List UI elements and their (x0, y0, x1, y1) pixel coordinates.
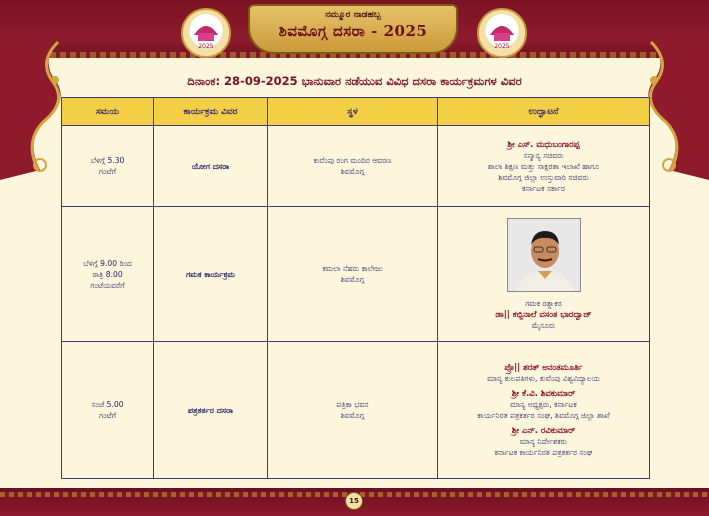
person-portrait-icon (508, 219, 581, 292)
logo-year: 2025 (198, 43, 214, 50)
venue-line: ಶಿವಮೊಗ್ಗ (340, 275, 365, 284)
table-row (62, 342, 650, 479)
inaugurator-title: ಮಾನ್ಯ ನಿರ್ದೇಶಕರು (519, 437, 568, 446)
inaugurator-name: ಡಾ|| ಕಬ್ಬಿನಾಲೆ ವಸಂತ ಭಾರದ್ವಾಜ್ (495, 308, 592, 319)
venue-line: ಶಿವಮೊಗ್ಗ (340, 411, 365, 420)
inauguration-cell (438, 207, 650, 342)
page-number: 15 (345, 492, 363, 510)
logo-year: 2025 (494, 43, 510, 50)
venue-line: ಕುವೆಂಪು ರಂಗ ಮಂದಿರ ಆವರಣ (313, 156, 392, 165)
inaugurator-name: ಶ್ರೀ ಎನ್. ರವಿಕುಮಾರ್ (511, 425, 576, 435)
venue-line: ಕಮಲಾ ನೆಹರು ಕಾಲೇಜು (322, 264, 383, 273)
time-line: ಬೆಳಿಗ್ಗೆ 9.00 ರಿಂದ (83, 258, 132, 268)
table-row (62, 207, 650, 342)
inaugurator-role: ಗಮಕ ರತ್ನಾಕರ (525, 298, 562, 308)
inaugurator-title: ಶಿವಮೊಗ್ಗ ಜಿಲ್ಲಾ ಉಸ್ತುವಾರಿ ಸಚಿವರು (498, 172, 589, 182)
table-row (62, 126, 650, 207)
inaugurator-photo (507, 218, 581, 292)
column-header-program: ಕಾರ್ಯಕ್ರಮ ವಿವರ (154, 98, 268, 126)
time-line: ಬೆಳಿಗ್ಗೆ 5.30 (90, 156, 125, 165)
inaugurator-title: ಸನ್ಮಾನ್ಯ ಸಚಿವರು (523, 150, 564, 160)
time-cell (62, 342, 154, 479)
time-line: ಸಂಜೆ 5.00 (91, 400, 124, 409)
inaugurator-title: ಮಾನ್ಯ ಅಧ್ಯಕ್ಷರು, ಕರ್ನಾಟಕ (510, 400, 577, 409)
dasara-logo-left-icon (181, 8, 231, 58)
venue-cell (268, 126, 438, 207)
table-header-row (62, 98, 650, 126)
page-heading: ದಿನಾಂಕ: 28-09-2025 ಭಾನುವಾರ ನಡೆಯುವ ವಿವಿಧ ದಸರಾ ಕಾರ್ಯಕ್ರಮಗಳ ವಿವರ (187, 74, 522, 88)
inaugurator-place: ಮೈಸೂರು (531, 320, 556, 330)
inaugurator-title: ಮಾನ್ಯ ಕುಲಪತಿಗಳು, ಕುವೆಂಪು ವಿಶ್ವವಿದ್ಯಾಲಯ (487, 374, 600, 383)
inaugurator-title: ಕರ್ನಾಟಕ ಸರ್ಕಾರ (521, 183, 566, 193)
program-cell: ಯೋಗ ದಸರಾ (154, 126, 268, 207)
time-cell (62, 126, 154, 207)
schedule-table (61, 97, 650, 479)
inaugurator-title: ಶಾಲಾ ಶಿಕ್ಷಣ ಮತ್ತು ಸಾಕ್ಷರತಾ ಇಲಾಖೆ ಹಾಗೂ (487, 161, 600, 171)
inaugurator-name: ಪ್ರೊ|| ಶರತ್ ಅನಂತಮೂರ್ತಿ (504, 362, 583, 372)
inauguration-cell (438, 126, 650, 207)
time-line: ಗಂಟೆಯವರೆಗೆ (90, 280, 125, 290)
column-header-inauguration: ಉದ್ಘಾಟನೆ (438, 98, 650, 126)
header-title: ಶಿವಮೊಗ್ಗ ದಸರಾ - 2025 (278, 22, 428, 40)
title-plaque (248, 4, 458, 54)
dasara-logo-right-icon (477, 8, 527, 58)
inaugurator-name: ಶ್ರೀ ಕೆ.ವಿ. ಶಿವಕುಮಾರ್ (511, 388, 576, 398)
venue-cell (268, 207, 438, 342)
venue-line: ಶಿವಮೊಗ್ಗ (340, 167, 365, 176)
venue-cell (268, 342, 438, 479)
program-cell: ಗಮಕ ಕಾರ್ಯಕ್ರಮ (154, 207, 268, 342)
header-subtitle: ನಮ್ಮೂರ ನಾಡಹಬ್ಬ (325, 10, 381, 20)
time-line: ರಾತ್ರಿ 8.00 (92, 269, 123, 279)
program-cell: ಪತ್ರಕರ್ತರ ದಸರಾ (154, 342, 268, 479)
venue-line: ಪತ್ರಿಕಾ ಭವನ (336, 400, 369, 409)
inaugurator-title: ಕಾರ್ಯನಿರತ ಪತ್ರಕರ್ತರ ಸಂಘ, ಶಿವಮೊಗ್ಗ ಜಿಲ್ಲಾ ಶಾಖೆ (477, 411, 610, 420)
time-line: ಗಂಟೆಗೆ (98, 411, 117, 420)
time-cell (62, 207, 154, 342)
inaugurator-name: ಶ್ರೀ ಎಸ್. ಮಧುಬಂಗಾರಪ್ಪ (507, 138, 580, 149)
inauguration-cell (438, 342, 650, 479)
column-header-venue: ಸ್ಥಳ (268, 98, 438, 126)
time-line: ಗಂಟೆಗೆ (98, 167, 117, 176)
column-header-time: ಸಮಯ (62, 98, 154, 126)
inaugurator-title: ಕರ್ನಾಟಕ ಕಾರ್ಯನಿರತ ಪತ್ರಕರ್ತರ ಸಂಘ (494, 448, 593, 457)
